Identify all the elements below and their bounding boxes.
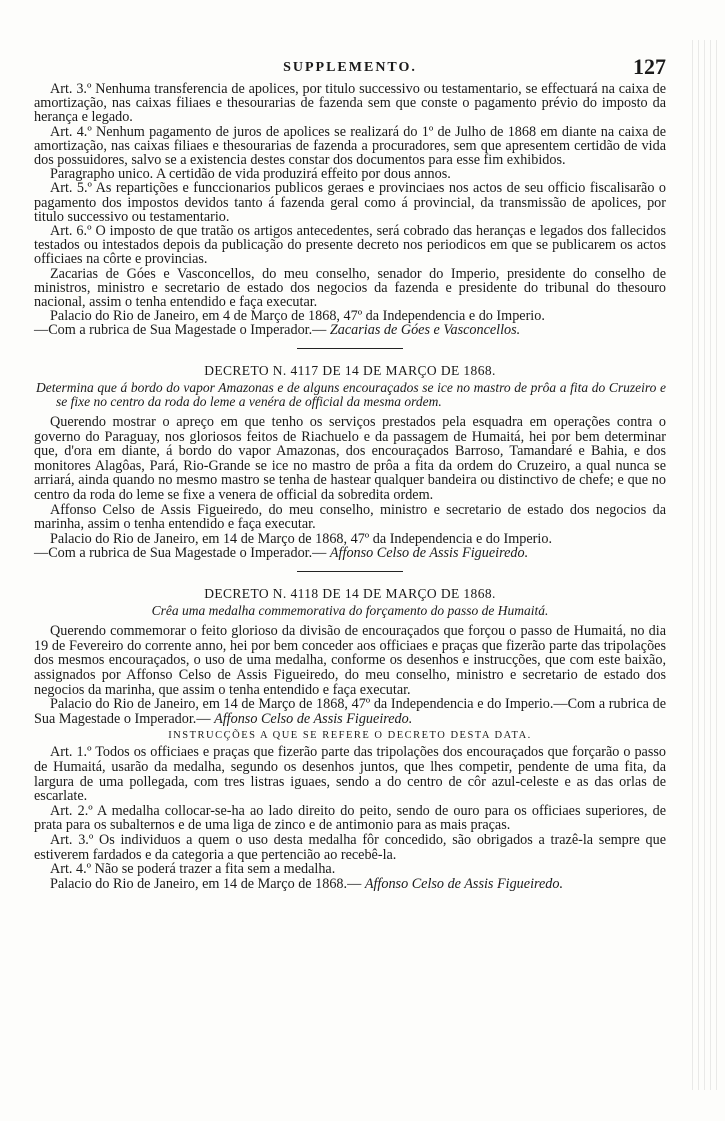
divider bbox=[297, 348, 403, 349]
decree-summary: Crêa uma medalha commemorativa do forçamento do passo de Humaitá. bbox=[151, 603, 549, 618]
paragraph: Paragrapho unico. A certidão de vida produzirá effeito por dous annos. bbox=[50, 166, 451, 183]
signature-prefix: —Com a rubrica de Sua Magestade o Imperador.— bbox=[34, 545, 327, 562]
closing-text: Palacio do Rio de Janeiro, em 14 de Março de 1868, 47º da Independencia e do Imperio.—Com a rubrica de Sua Magestade o Imperador.— bbox=[34, 696, 666, 727]
article: Art. 3.º Os individuos a quem o uso desta medalha fôr concedido, são obrigados a trazê-la sempre que estiverem fardados e da categoria a que pertencião ao recebê-la. bbox=[34, 831, 666, 863]
article: Art. 4.º Não se poderá trazer a fita sem a medalha. bbox=[50, 861, 336, 878]
paragraph: Zacarias de Góes e Vasconcellos, do meu conselho, senador do Imperio, presidente do conselho de ministros, ministro e secretario de estado dos negocios da fazenda e presidente do tribunal do thesouro nacional, assim o tenha entendido e faça executar. bbox=[34, 265, 666, 311]
page-header bbox=[34, 54, 666, 82]
closing-line bbox=[34, 877, 666, 892]
decree-title: DECRETO N. 4117 DE 14 DE MARÇO DE 1868. bbox=[204, 362, 496, 378]
signature-name: Affonso Celso de Assis Figueiredo. bbox=[364, 875, 564, 892]
instructions-title: INSTRUCÇÕES A QUE SE REFERE O DECRETO DESTA DATA. bbox=[168, 730, 532, 742]
page-number: 127 bbox=[633, 54, 666, 79]
closing-text: Palacio do Rio de Janeiro, em 14 de Março de 1868.— bbox=[50, 875, 362, 892]
signature-name: Zacarias de Góes e Vasconcellos. bbox=[329, 322, 521, 339]
signature-prefix: —Com a rubrica de Sua Magestade o Imperador.— bbox=[34, 322, 327, 339]
article: Art. 1.º Todos os officiaes e praças que fizerão parte das tripolações dos encouraçados que forçarão o passo de Humaitá, usarão da medalha, segundo os desenhos juntos, que lhes competir, pendente de uma fita, da largura de uma pollegada, com tres listras iguaes, sendo a do centro de côr azul-celeste e as das orlas de escarlate. bbox=[34, 744, 666, 805]
decree-summary: Determina que á bordo do vapor Amazonas e de alguns encouraçados se ice no mastro de prôa a fita do Cruzeiro e se fixe no centro da roda do leme a venéra de official da mesma ordem. bbox=[36, 379, 666, 409]
decree-continuation bbox=[34, 82, 666, 338]
signature-name: Affonso Celso de Assis Figueiredo. bbox=[329, 545, 529, 562]
divider bbox=[297, 571, 403, 572]
paragraph: Art. 4.º Nenhum pagamento de juros de apolices se realizará do 1º de Julho de 1868 em diante na caixa de amortização, nas caixas filiaes e thesourarias de fazenda a procuradores, sem que apresentem certidão de vida dos possuidores, salvo se a existencia destes constar dos documentos para esse fim exhibidos. bbox=[34, 123, 666, 169]
decree-4118 bbox=[34, 586, 666, 891]
paragraph: Art. 5.º As repartições e funccionarios publicos geraes e provinciaes nos actos de seu officio fiscalisarão o pagamento dos impostos devidos tanto á fazenda geral como á provincial, da transmissão de apolices, por titulo successivo ou testamentario. bbox=[34, 180, 666, 225]
paragraph: Affonso Celso de Assis Figueiredo, do meu conselho, ministro e secretario de estado dos negocios da marinha, assim o tenha entendido e faça executar. bbox=[34, 501, 666, 533]
paragraph: Art. 3.º Nenhuma transferencia de apolices, por titulo successivo ou testamentario, se effectuará na caixa de amortização, nas caixas filiaes e thesourarias de fazenda sem que conste o pagamento prévio do imposto da herança e legado. bbox=[34, 81, 666, 126]
paragraph: Palacio do Rio de Janeiro, em 14 de Março de 1868, 47º da Independencia e do Imperio. bbox=[50, 530, 552, 547]
signature-line bbox=[34, 323, 666, 337]
closing-line bbox=[34, 697, 666, 726]
decree-title: DECRETO N. 4118 DE 14 DE MARÇO DE 1868. bbox=[204, 586, 496, 601]
running-title: SUPPLEMENTO. bbox=[283, 60, 417, 75]
signature-line bbox=[34, 546, 666, 561]
paragraph: Palacio do Rio de Janeiro, em 4 de Março de 1868, 47º da Independencia e do Imperio. bbox=[50, 308, 545, 325]
paragraph: Querendo mostrar o apreço em que tenho os serviços prestados pela esquadra em operações contra o governo do Paraguay, nos gloriosos feitos de Riachuelo e da passagem de Humaitá, hei por bem determinar que, d'ora em diante, á bordo do vapor Amazonas, dos encouraçados Barroso, Tamandaré e Bahia, e dos monitores Alagôas, Pará, Rio-Grande se ice no mastro de prôa a fita da ordem do Cruzeiro, a qual nunca se arriará, ainda quando no mesmo mastro se tenha de hastear qualquer bandeira ou distinctivo de chefe; e que no centro da roda do leme se fixe a venera de official da sobredita ordem. bbox=[34, 414, 666, 504]
signature-name: Affonso Celso de Assis Figueiredo. bbox=[214, 710, 413, 727]
paragraph: Querendo commemorar o feito glorioso da divisão de encouraçados que forçou o passo de Humaitá, no dia 19 de Fevereiro do corrente anno, hei por bem conceder aos officiaes e praças que fizerão parte das tripolações dos mesmos encouraçados, o uso de uma medalha, conforme os desenhos e instrucções, que com este baixão, assignados por Affonso Celso de Assis Figueiredo, do meu conselho, ministro e secretario de estado dos negocios da marinha, que assim o tenha entendido e faça executar. bbox=[34, 623, 666, 698]
decree-4117 bbox=[34, 363, 666, 561]
document-page bbox=[34, 54, 666, 891]
article: Art. 2.º A medalha collocar-se-ha ao lado direito do peito, sendo de ouro para os officiaes superiores, de prata para os subalternos e de uma liga de zinco e de antimonio para as mais praças. bbox=[34, 802, 666, 834]
page-edge-shadow bbox=[687, 40, 717, 1090]
paragraph: Art. 6.º O imposto de que tratão os artigos antecedentes, será cobrado das heranças e legados dos fallecidos testados ou intestados depois da publicação do presente decreto nos periodicos em que se publicarem os actos officiaes na côrte e provincias. bbox=[34, 223, 666, 268]
